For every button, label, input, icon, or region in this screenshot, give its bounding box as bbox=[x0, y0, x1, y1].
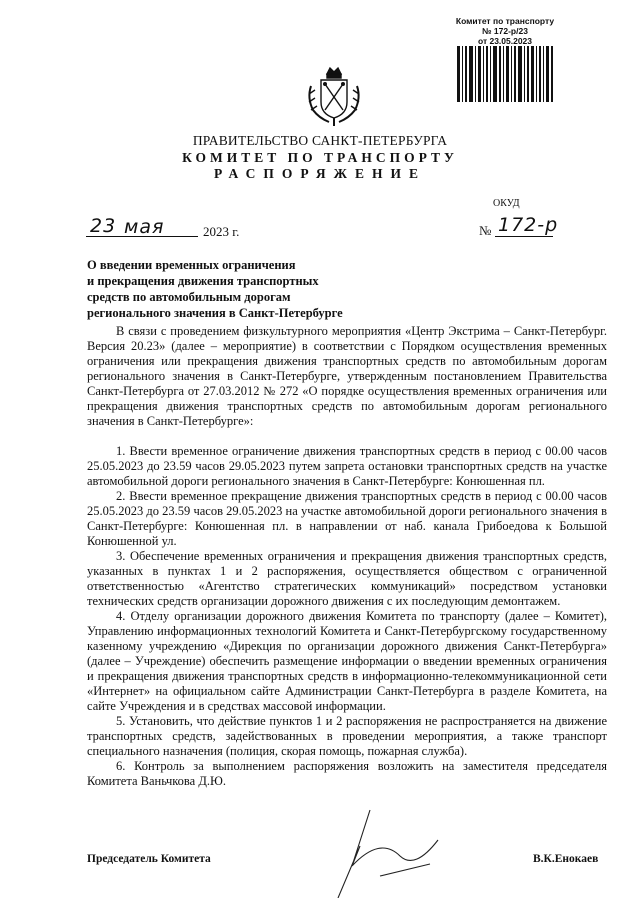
number-handwritten: 172-р bbox=[498, 214, 559, 236]
okud-label: ОКУД bbox=[493, 198, 520, 209]
clause-6: 6. Контроль за выполнением распоряжения возложить на заместителя председателя Комитета Ваньчкова Д.Ю. bbox=[87, 759, 607, 788]
clause-4: 4. Отделу организации дорожного движения Комитета по транспорту (далее – Комитет), Управлению информационных технологий Комитета и Санкт-Петербургскому государственному казенному учреждению «Дирекция по организации дорожного движения Санкт-Петербурга» (далее – Учреждение) обеспечить размещение информации о введении временных ограничения и прекращения движения транспортных средств в информационно-телекоммуникационной сети «Интернет» на официальном сайте Администрации Санкт-Петербурга в разделе Комитета, на сайте Учреждения и в средствах массовой информации. bbox=[87, 609, 607, 713]
number-underline bbox=[495, 236, 553, 237]
clause-3: 3. Обеспечение временных ограничения и прекращения движения транспортных средств, указанных в пунктах 1 и 2 распоряжения, осуществляется обществом с ограниченной ответственностью «Агентство стратегических коммуникаций» посредством установки технических средств организации дорожного движения с их последующим демонтажем. bbox=[87, 549, 607, 608]
document-body bbox=[87, 324, 607, 789]
subject-line: регионального значения в Санкт-Петербурге bbox=[87, 306, 343, 320]
clause-5: 5. Установить, что действие пунктов 1 и 2 распоряжения не распространяется на движение транспортных средств, задействованных в проведении мероприятия, а также транспорт специального назначения (полиция, скорая помощь, пожарная служба). bbox=[87, 714, 607, 758]
government-title: ПРАВИТЕЛЬСТВО САНКТ-ПЕТЕРБУРГА bbox=[192, 133, 448, 148]
document-subject bbox=[87, 257, 357, 321]
clause-1: 1. Ввести временное ограничение движения транспортных средств в период с 00.00 часов 25.05.2023 до 23.59 часов 29.05.2023 путем запрета остановки транспортных средств на участке автомобильной дороги регионального значения в Санкт-Петербурге: Конюшенная пл. bbox=[87, 444, 607, 488]
registration-stamp bbox=[455, 16, 555, 46]
document-type: РАСПОРЯЖЕНИЕ bbox=[213, 166, 427, 181]
clause-2: 2. Ввести временное прекращение движения транспортных средств в период с 00.00 часов 25.05.2023 до 23.59 часов 29.05.2023 на участке автомобильной дороги регионального значения в Санкт-Петербурге: Конюшенная пл. в направлении от наб. канала Грибоедова к Большой Конюшенной ул. bbox=[87, 489, 607, 548]
subject-line: О введении временных ограничения bbox=[87, 258, 296, 272]
date-day-handwritten: 23 bbox=[90, 215, 117, 237]
subject-line: и прекращения движения транспортных bbox=[87, 274, 319, 288]
preamble-paragraph: В связи с проведением физкультурного мероприятия «Центр Экстрима – Санкт-Петербург. Версия 20.23» (далее – мероприятие) в соответствии с Порядком осуществления временных ограничения или прекращения движения транспортных средств по автомобильным дорогам регионального значения в Санкт-Петербурге, утвержденным постановлением Правительства Санкт-Петербурга от 27.03.2012 № 272 «О порядке осуществления временных ограничения или прекращения движения транспортных средств по автомобильным дорогам регионального значения в Санкт-Петербурге»: bbox=[87, 324, 607, 428]
number-label: № bbox=[479, 223, 492, 238]
stamp-line-3: от 23.05.2023 bbox=[477, 36, 533, 46]
date-year: 2023 г. bbox=[203, 224, 240, 239]
handwritten-signature bbox=[330, 806, 440, 898]
subject-line: средств по автомобильным дорогам bbox=[87, 290, 291, 304]
coat-of-arms-icon bbox=[305, 64, 363, 128]
stamp-line-1: Комитет по транспорту bbox=[455, 16, 555, 26]
committee-title: КОМИТЕТ ПО ТРАНСПОРТУ bbox=[182, 150, 458, 165]
signer-position: Председатель Комитета bbox=[87, 853, 211, 865]
registration-barcode bbox=[457, 46, 553, 102]
signer-name: В.К.Енокаев bbox=[533, 853, 599, 865]
stamp-line-2: № 172-р/23 bbox=[482, 26, 528, 36]
date-underline bbox=[86, 236, 198, 237]
date-month-handwritten: мая bbox=[124, 216, 165, 238]
